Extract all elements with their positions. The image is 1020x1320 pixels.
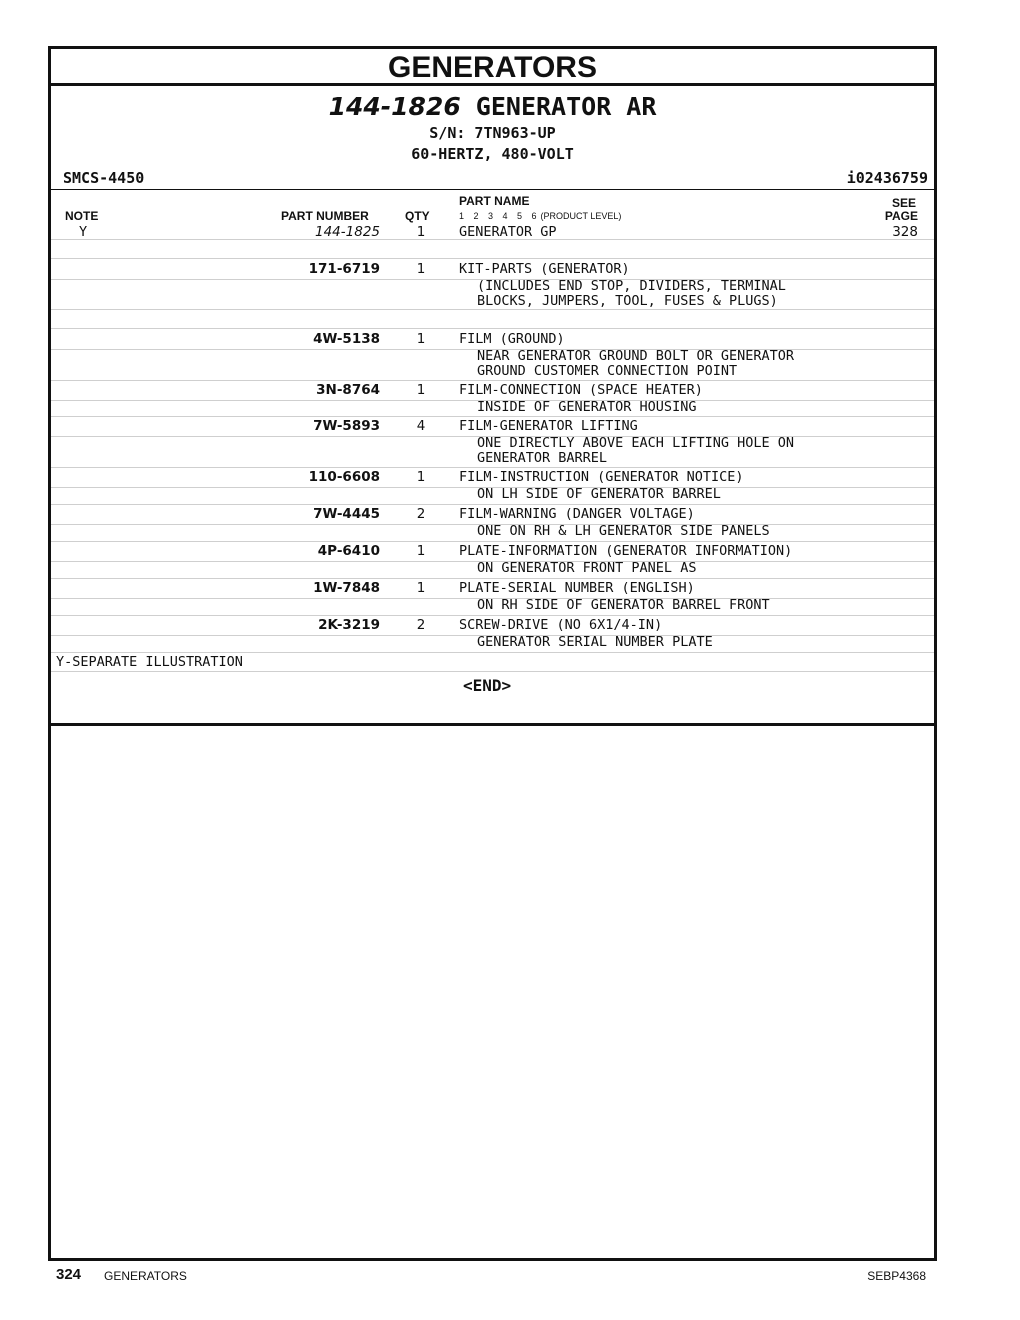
quantity: 1 xyxy=(416,382,426,398)
part-description: NEAR GENERATOR GROUND BOLT OR GENERATOR GROUND CUSTOMER CONNECTION POINT xyxy=(477,348,794,379)
part-description: (INCLUDES END STOP, DIVIDERS, TERMINAL BLOCKS, JUMPERS, TOOL, FUSES & PLUGS) xyxy=(477,278,786,309)
part-number: 2K-3219 xyxy=(318,617,380,633)
part-description: INSIDE OF GENERATOR HOUSING xyxy=(477,399,697,415)
part-number: 171-6719 xyxy=(308,261,380,277)
header-divider xyxy=(51,189,934,190)
part-description-row xyxy=(51,279,934,310)
part-name: FILM-INSTRUCTION (GENERATOR NOTICE) xyxy=(459,469,744,485)
part-name: GENERATOR GP xyxy=(459,224,557,240)
page-footer xyxy=(0,1266,1020,1286)
part-row xyxy=(51,240,934,259)
part-description-row xyxy=(51,436,934,468)
footnote-row xyxy=(51,654,934,672)
part-number: 110-6608 xyxy=(308,469,380,485)
part-description-row xyxy=(51,349,934,381)
document-id: SEBP4368 xyxy=(867,1269,926,1283)
part-description: ON RH SIDE OF GENERATOR BARREL FRONT xyxy=(477,597,770,613)
part-name: PLATE-INFORMATION (GENERATOR INFORMATION) xyxy=(459,543,793,559)
group-name: GENERATOR AR xyxy=(475,92,657,121)
part-name: FILM (GROUND) xyxy=(459,331,565,347)
product-level-label: (PRODUCT LEVEL) xyxy=(540,211,622,221)
see-page: 328 xyxy=(892,224,918,240)
illustration-id: i02436759 xyxy=(846,169,928,187)
part-number: 144-1825 xyxy=(315,224,380,240)
part-description-row xyxy=(51,561,934,579)
page-number: 324 xyxy=(56,1266,82,1283)
quantity: 1 xyxy=(416,331,426,347)
footer-section: GENERATORS xyxy=(104,1269,187,1283)
quantity: 1 xyxy=(416,261,426,277)
level-numbers: 1 2 3 4 5 6 xyxy=(459,211,537,221)
part-number: 3N-8764 xyxy=(316,382,380,398)
part-number: 4W-5138 xyxy=(313,331,380,347)
col-qty: QTY xyxy=(405,209,430,223)
part-row xyxy=(51,311,934,329)
quantity: 1 xyxy=(416,580,426,596)
quantity: 2 xyxy=(416,506,426,522)
quantity: 1 xyxy=(416,469,426,485)
part-description: GENERATOR SERIAL NUMBER PLATE xyxy=(477,634,713,650)
page-frame xyxy=(48,46,937,1261)
part-name: FILM-WARNING (DANGER VOLTAGE) xyxy=(459,506,695,522)
part-number: 1W-7848 xyxy=(313,580,380,596)
quantity: 4 xyxy=(416,418,426,434)
note-code: Y xyxy=(79,224,88,240)
section-title: GENERATORS xyxy=(51,49,934,86)
group-spec: 60-HERTZ, 480-VOLT xyxy=(411,145,574,163)
part-description-row xyxy=(51,400,934,417)
col-levels xyxy=(459,211,621,221)
part-name: FILM-GENERATOR LIFTING xyxy=(459,418,638,434)
smcs-code: SMCS-4450 xyxy=(63,169,145,187)
col-see: SEE xyxy=(891,196,916,210)
group-number: 144-1826 xyxy=(328,92,461,121)
part-description: ONE ON RH & LH GENERATOR SIDE PANELS xyxy=(477,523,770,539)
part-name: SCREW-DRIVE (NO 6X1/4-IN) xyxy=(459,617,663,633)
end-marker: <END> xyxy=(463,676,512,695)
footnote: Y-SEPARATE ILLUSTRATION xyxy=(56,654,243,670)
part-name: PLATE-SERIAL NUMBER (ENGLISH) xyxy=(459,580,695,596)
end-divider xyxy=(51,723,934,726)
quantity: 1 xyxy=(416,224,426,240)
part-number: 7W-4445 xyxy=(313,506,380,522)
part-number: 7W-5893 xyxy=(313,418,380,434)
part-row xyxy=(51,224,934,240)
col-part-name: PART NAME xyxy=(459,194,530,208)
group-header xyxy=(51,86,934,186)
part-name: FILM-CONNECTION (SPACE HEATER) xyxy=(459,382,703,398)
serial-range: S/N: 7TN963-UP xyxy=(429,124,556,142)
part-description-row xyxy=(51,487,934,505)
quantity: 1 xyxy=(416,543,426,559)
part-description: ON GENERATOR FRONT PANEL AS xyxy=(477,560,697,576)
part-description-row xyxy=(51,598,934,616)
col-note: NOTE xyxy=(65,209,99,223)
part-name: KIT-PARTS (GENERATOR) xyxy=(459,261,630,277)
col-part-number: PART NUMBER xyxy=(281,209,369,223)
quantity: 2 xyxy=(416,617,426,633)
part-description-row xyxy=(51,635,934,653)
col-page: PAGE xyxy=(884,209,918,223)
part-description: ONE DIRECTLY ABOVE EACH LIFTING HOLE ON GENERATOR BARREL xyxy=(477,435,794,466)
group-title xyxy=(51,90,934,124)
part-number: 4P-6410 xyxy=(317,543,380,559)
part-description: ON LH SIDE OF GENERATOR BARREL xyxy=(477,486,721,502)
part-description-row xyxy=(51,524,934,542)
